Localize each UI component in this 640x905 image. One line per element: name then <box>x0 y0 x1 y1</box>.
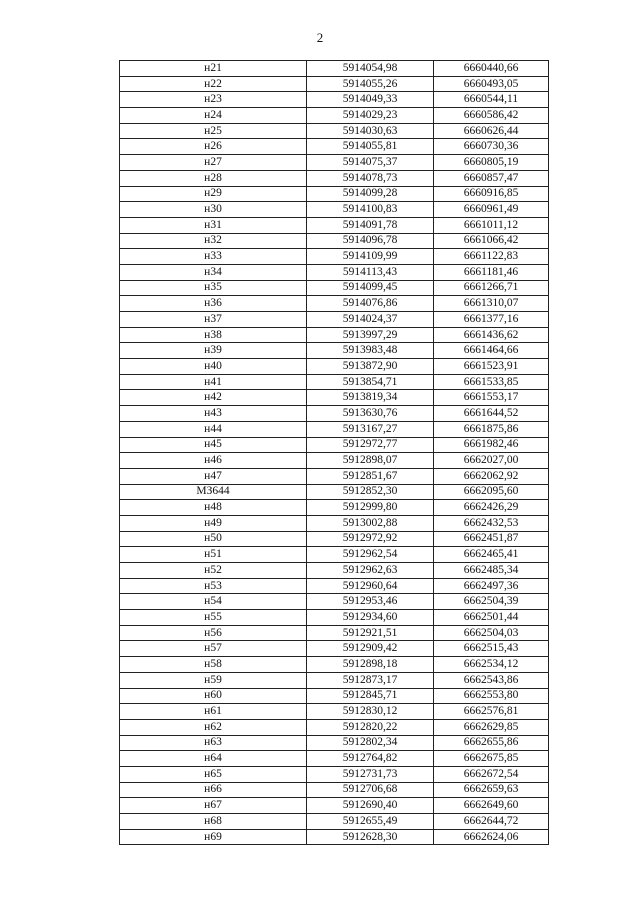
x-coordinate-cell: 5914049,33 <box>307 92 434 108</box>
point-name-cell: н46 <box>120 453 307 469</box>
x-coordinate-cell: 5914096,78 <box>307 233 434 249</box>
table-row <box>120 610 549 626</box>
point-name-cell: н57 <box>120 641 307 657</box>
y-coordinate-cell: 6662672,54 <box>434 766 549 782</box>
point-name-cell: МЗ644 <box>120 484 307 500</box>
point-name-cell: н42 <box>120 390 307 406</box>
point-name-cell: н60 <box>120 688 307 704</box>
y-coordinate-cell: 6661523,91 <box>434 359 549 375</box>
y-coordinate-cell: 6661181,46 <box>434 264 549 280</box>
x-coordinate-cell: 5914024,37 <box>307 312 434 328</box>
y-coordinate-cell: 6661310,07 <box>434 296 549 312</box>
table-row <box>120 296 549 312</box>
table-row <box>120 264 549 280</box>
point-name-cell: н23 <box>120 92 307 108</box>
point-name-cell: н24 <box>120 108 307 124</box>
table-row <box>120 390 549 406</box>
y-coordinate-cell: 6662465,41 <box>434 547 549 563</box>
x-coordinate-cell: 5914055,81 <box>307 139 434 155</box>
table-row <box>120 437 549 453</box>
table-row <box>120 500 549 516</box>
table-row <box>120 547 549 563</box>
x-coordinate-cell: 5912953,46 <box>307 594 434 610</box>
x-coordinate-cell: 5912764,82 <box>307 751 434 767</box>
y-coordinate-cell: 6662451,87 <box>434 531 549 547</box>
point-name-cell: н35 <box>120 280 307 296</box>
point-name-cell: н30 <box>120 202 307 218</box>
table-row <box>120 766 549 782</box>
y-coordinate-cell: 6662655,86 <box>434 735 549 751</box>
x-coordinate-cell: 5912921,51 <box>307 625 434 641</box>
table-row <box>120 327 549 343</box>
x-coordinate-cell: 5914109,99 <box>307 249 434 265</box>
point-name-cell: н26 <box>120 139 307 155</box>
y-coordinate-cell: 6661066,42 <box>434 233 549 249</box>
table-row <box>120 406 549 422</box>
point-name-cell: н67 <box>120 798 307 814</box>
x-coordinate-cell: 5912934,60 <box>307 610 434 626</box>
point-name-cell: н22 <box>120 76 307 92</box>
point-name-cell: н58 <box>120 657 307 673</box>
x-coordinate-cell: 5914030,63 <box>307 123 434 139</box>
y-coordinate-cell: 6662675,85 <box>434 751 549 767</box>
table-row <box>120 594 549 610</box>
y-coordinate-cell: 6662515,43 <box>434 641 549 657</box>
point-name-cell: н25 <box>120 123 307 139</box>
y-coordinate-cell: 6660961,49 <box>434 202 549 218</box>
y-coordinate-cell: 6660626,44 <box>434 123 549 139</box>
x-coordinate-cell: 5912690,40 <box>307 798 434 814</box>
x-coordinate-cell: 5912960,64 <box>307 578 434 594</box>
table-row <box>120 531 549 547</box>
point-name-cell: н59 <box>120 672 307 688</box>
point-name-cell: н52 <box>120 563 307 579</box>
table-row <box>120 359 549 375</box>
table-row <box>120 484 549 500</box>
table-row <box>120 202 549 218</box>
table-row <box>120 814 549 830</box>
x-coordinate-cell: 5912830,12 <box>307 704 434 720</box>
table-row <box>120 782 549 798</box>
table-row <box>120 139 549 155</box>
y-coordinate-cell: 6660544,11 <box>434 92 549 108</box>
x-coordinate-cell: 5913997,29 <box>307 327 434 343</box>
table-row <box>120 453 549 469</box>
point-name-cell: н28 <box>120 170 307 186</box>
y-coordinate-cell: 6662027,00 <box>434 453 549 469</box>
y-coordinate-cell: 6660730,36 <box>434 139 549 155</box>
x-coordinate-cell: 5913854,71 <box>307 374 434 390</box>
y-coordinate-cell: 6662576,81 <box>434 704 549 720</box>
table-row <box>120 657 549 673</box>
x-coordinate-cell: 5912909,42 <box>307 641 434 657</box>
point-name-cell: н47 <box>120 468 307 484</box>
point-name-cell: н34 <box>120 264 307 280</box>
point-name-cell: н43 <box>120 406 307 422</box>
x-coordinate-cell: 5912852,30 <box>307 484 434 500</box>
table-row <box>120 798 549 814</box>
x-coordinate-cell: 5912731,73 <box>307 766 434 782</box>
table-row <box>120 688 549 704</box>
point-name-cell: н39 <box>120 343 307 359</box>
y-coordinate-cell: 6661553,17 <box>434 390 549 406</box>
point-name-cell: н41 <box>120 374 307 390</box>
y-coordinate-cell: 6661011,12 <box>434 217 549 233</box>
y-coordinate-cell: 6661644,52 <box>434 406 549 422</box>
y-coordinate-cell: 6661266,71 <box>434 280 549 296</box>
y-coordinate-cell: 6662062,92 <box>434 468 549 484</box>
y-coordinate-cell: 6660440,66 <box>434 61 549 77</box>
y-coordinate-cell: 6661982,46 <box>434 437 549 453</box>
point-name-cell: н53 <box>120 578 307 594</box>
table-row <box>120 249 549 265</box>
x-coordinate-cell: 5914055,26 <box>307 76 434 92</box>
point-name-cell: н65 <box>120 766 307 782</box>
point-name-cell: н40 <box>120 359 307 375</box>
point-name-cell: н27 <box>120 155 307 171</box>
y-coordinate-cell: 6660916,85 <box>434 186 549 202</box>
x-coordinate-cell: 5912999,80 <box>307 500 434 516</box>
x-coordinate-cell: 5912962,54 <box>307 547 434 563</box>
x-coordinate-cell: 5912706,68 <box>307 782 434 798</box>
point-name-cell: н45 <box>120 437 307 453</box>
point-name-cell: н68 <box>120 814 307 830</box>
table-row <box>120 641 549 657</box>
table-row <box>120 61 549 77</box>
point-name-cell: н55 <box>120 610 307 626</box>
point-name-cell: н21 <box>120 61 307 77</box>
point-name-cell: н37 <box>120 312 307 328</box>
table-row <box>120 155 549 171</box>
point-name-cell: н66 <box>120 782 307 798</box>
x-coordinate-cell: 5913630,76 <box>307 406 434 422</box>
x-coordinate-cell: 5912972,92 <box>307 531 434 547</box>
y-coordinate-cell: 6661464,66 <box>434 343 549 359</box>
y-coordinate-cell: 6661122,83 <box>434 249 549 265</box>
point-name-cell: н31 <box>120 217 307 233</box>
x-coordinate-cell: 5914054,98 <box>307 61 434 77</box>
table-row <box>120 735 549 751</box>
point-name-cell: н36 <box>120 296 307 312</box>
x-coordinate-cell: 5914099,45 <box>307 280 434 296</box>
x-coordinate-cell: 5914076,86 <box>307 296 434 312</box>
table-row <box>120 751 549 767</box>
y-coordinate-cell: 6662644,72 <box>434 814 549 830</box>
y-coordinate-cell: 6661377,16 <box>434 312 549 328</box>
table-row <box>120 123 549 139</box>
table-row <box>120 578 549 594</box>
point-name-cell: н32 <box>120 233 307 249</box>
x-coordinate-cell: 5912972,77 <box>307 437 434 453</box>
table-row <box>120 343 549 359</box>
table-row <box>120 468 549 484</box>
x-coordinate-cell: 5914091,78 <box>307 217 434 233</box>
table-row <box>120 186 549 202</box>
point-name-cell: н33 <box>120 249 307 265</box>
point-name-cell: н63 <box>120 735 307 751</box>
x-coordinate-cell: 5913872,90 <box>307 359 434 375</box>
table-row <box>120 829 549 845</box>
page-number: 2 <box>316 30 324 45</box>
y-coordinate-cell: 6662553,80 <box>434 688 549 704</box>
x-coordinate-cell: 5912845,71 <box>307 688 434 704</box>
y-coordinate-cell: 6661533,85 <box>434 374 549 390</box>
point-name-cell: н64 <box>120 751 307 767</box>
y-coordinate-cell: 6662624,06 <box>434 829 549 845</box>
y-coordinate-cell: 6662432,53 <box>434 515 549 531</box>
x-coordinate-cell: 5912898,07 <box>307 453 434 469</box>
x-coordinate-cell: 5914113,43 <box>307 264 434 280</box>
x-coordinate-cell: 5912898,18 <box>307 657 434 673</box>
table-row <box>120 92 549 108</box>
table-row <box>120 719 549 735</box>
y-coordinate-cell: 6661875,86 <box>434 421 549 437</box>
x-coordinate-cell: 5912802,34 <box>307 735 434 751</box>
table-row <box>120 217 549 233</box>
table-row <box>120 672 549 688</box>
x-coordinate-cell: 5913983,48 <box>307 343 434 359</box>
y-coordinate-cell: 6662649,60 <box>434 798 549 814</box>
point-name-cell: н50 <box>120 531 307 547</box>
point-name-cell: н38 <box>120 327 307 343</box>
y-coordinate-cell: 6662485,34 <box>434 563 549 579</box>
point-name-cell: н54 <box>120 594 307 610</box>
y-coordinate-cell: 6662629,85 <box>434 719 549 735</box>
point-name-cell: н48 <box>120 500 307 516</box>
y-coordinate-cell: 6662534,12 <box>434 657 549 673</box>
coordinates-table <box>119 60 549 845</box>
y-coordinate-cell: 6662543,86 <box>434 672 549 688</box>
y-coordinate-cell: 6662426,29 <box>434 500 549 516</box>
point-name-cell: н69 <box>120 829 307 845</box>
x-coordinate-cell: 5913167,27 <box>307 421 434 437</box>
y-coordinate-cell: 6662095,60 <box>434 484 549 500</box>
x-coordinate-cell: 5912851,67 <box>307 468 434 484</box>
point-name-cell: н56 <box>120 625 307 641</box>
y-coordinate-cell: 6660586,42 <box>434 108 549 124</box>
point-name-cell: н49 <box>120 515 307 531</box>
x-coordinate-cell: 5914029,23 <box>307 108 434 124</box>
x-coordinate-cell: 5914075,37 <box>307 155 434 171</box>
x-coordinate-cell: 5912655,49 <box>307 814 434 830</box>
table-row <box>120 170 549 186</box>
x-coordinate-cell: 5914099,28 <box>307 186 434 202</box>
point-name-cell: н61 <box>120 704 307 720</box>
x-coordinate-cell: 5914078,73 <box>307 170 434 186</box>
x-coordinate-cell: 5914100,83 <box>307 202 434 218</box>
point-name-cell: н51 <box>120 547 307 563</box>
y-coordinate-cell: 6660857,47 <box>434 170 549 186</box>
y-coordinate-cell: 6660493,05 <box>434 76 549 92</box>
y-coordinate-cell: 6662504,39 <box>434 594 549 610</box>
y-coordinate-cell: 6662501,44 <box>434 610 549 626</box>
point-name-cell: н62 <box>120 719 307 735</box>
y-coordinate-cell: 6662504,03 <box>434 625 549 641</box>
y-coordinate-cell: 6662659,63 <box>434 782 549 798</box>
table-row <box>120 515 549 531</box>
x-coordinate-cell: 5912628,30 <box>307 829 434 845</box>
x-coordinate-cell: 5912962,63 <box>307 563 434 579</box>
table-row <box>120 280 549 296</box>
y-coordinate-cell: 6662497,36 <box>434 578 549 594</box>
point-name-cell: н44 <box>120 421 307 437</box>
table-row <box>120 108 549 124</box>
x-coordinate-cell: 5912820,22 <box>307 719 434 735</box>
x-coordinate-cell: 5913002,88 <box>307 515 434 531</box>
table-row <box>120 563 549 579</box>
y-coordinate-cell: 6660805,19 <box>434 155 549 171</box>
coordinates-table-body <box>120 61 549 845</box>
table-row <box>120 625 549 641</box>
table-row <box>120 76 549 92</box>
point-name-cell: н29 <box>120 186 307 202</box>
table-row <box>120 233 549 249</box>
x-coordinate-cell: 5912873,17 <box>307 672 434 688</box>
x-coordinate-cell: 5913819,34 <box>307 390 434 406</box>
y-coordinate-cell: 6661436,62 <box>434 327 549 343</box>
table-row <box>120 421 549 437</box>
table-row <box>120 374 549 390</box>
table-row <box>120 312 549 328</box>
table-row <box>120 704 549 720</box>
